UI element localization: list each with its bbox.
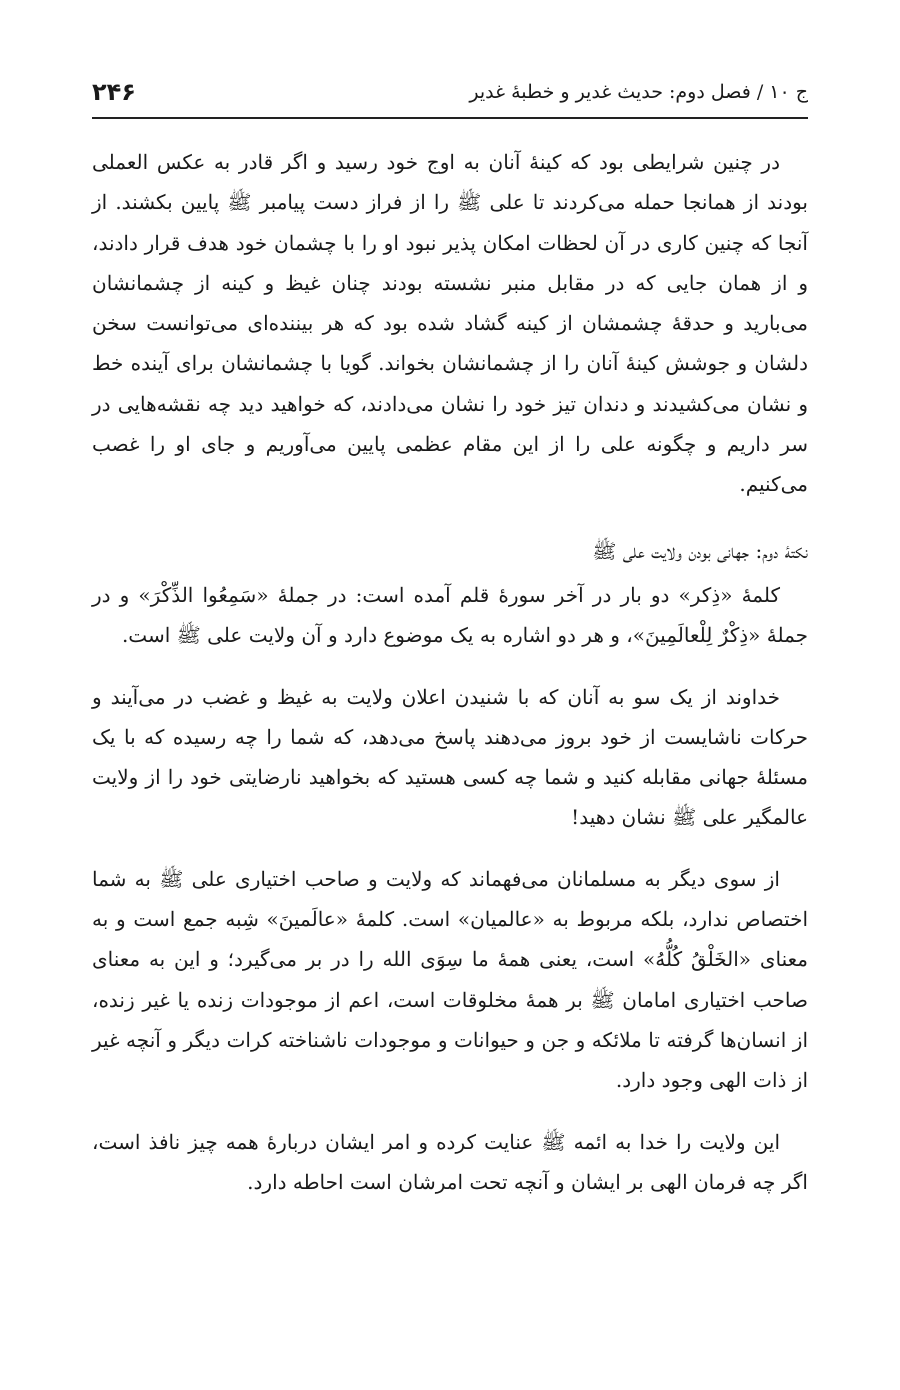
page-body: [92, 142, 808, 1202]
section-heading: نکتهٔ دوم: جهانی بودن ولایت علی ﷺ: [592, 538, 808, 563]
paragraph-3: خداوند از یک سو به آنان که با شنیدن اعلان ولایت به غیظ و غضب در می‌آیند و حرکات ناشایست از خود بروز می‌دهند پاسخ می‌دهد، که شما را چه رسیده که با یک مسئلهٔ جهانی مقابله کنید و شما چه کسی هستید که بخواهید نارضایتی خود را از ولایت عالمگیر علی ﷺ نشان دهید!: [92, 684, 808, 830]
header-divider: [92, 117, 808, 119]
paragraph-5: این ولایت را خدا به ائمه ﷺ عنایت کرده و امر ایشان دربارهٔ همه چیز نافذ است، اگر چه فرمان الهی بر ایشان و آنچه تحت امرشان است احاطه دارد.: [92, 1129, 808, 1194]
running-header: [92, 72, 808, 112]
book-page: [92, 0, 808, 1390]
paragraph-4: از سوی دیگر به مسلمانان می‌فهماند که ولایت و صاحب اختیاری علی ﷺ به شما اختصاص ندارد، بلکه مربوط به «عالمیان» است. کلمهٔ «عالَمینَ» شِبه جمع است و به معنای «الخَلْقُ کُلُّهُ» است، یعنی همهٔ ما سِوَی الله را در بر می‌گیرد؛ و این به معنای صاحب اختیاری امامان ﷺ بر همهٔ مخلوقات است، اعم از موجودات زنده یا غیر زنده، از انسان‌ها گرفته تا ملائکه و جن و حیوانات و موجودات ناشناخته کرات دیگر و آنچه غیر از ذات الهی وجود دارد.: [92, 866, 808, 1093]
paragraph-2: کلمهٔ «ذِکر» دو بار در آخر سورهٔ قلم آمده است: در جملهٔ «سَمِعُوا الذِّکْرَ» و در جملهٔ «ذِکْرٌ لِلْعالَمِینَ»، و هر دو اشاره به یک موضوع دارد و آن ولایت علی ﷺ است.: [92, 582, 808, 648]
paragraph-1: در چنین شرایطی بود که کینهٔ آنان به اوج خود رسید و اگر قادر به عکس العملی بودند از همانجا حمله می‌کردند تا علی ﷺ را از فراز دست پیامبر ﷺ پایین بکشند. از آنجا که چنین کاری در آن لحظات امکان پذیر نبود او را با چشمان خود هدف قرار دادند، و از همان جایی که در مقابل منبر نشسته بودند چنان غیظ و کینه از چشمانشان می‌بارید و حدقهٔ چشمشان از کینه گشاد شده بود که هر بیننده‌ای می‌توانست سخن دلشان و جوشش کینهٔ آنان را از چشمانشان بخواند. گویا با چشمانشان برای آینده خط و نشان می‌کشیدند و دندان تیز خود را نشان می‌دادند، که خواهید دید چه نقشه‌هایی در سر داریم و چگونه علی را از این مقام عظمی پایین می‌آوریم و جای او را غصب می‌کنیم.: [92, 150, 809, 497]
page-number: ۲۴۶: [92, 78, 136, 106]
running-title: ج ۱۰ / فصل دوم: حدیث غدیر و خطبهٔ غدیر: [469, 81, 808, 103]
